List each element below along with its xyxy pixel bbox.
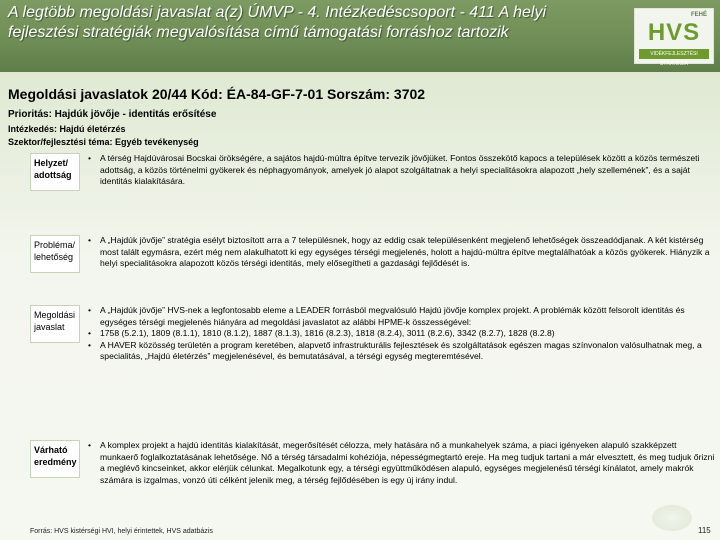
- priority-line: Prioritás: Hajdúk jövője - identitás erősítése: [8, 109, 217, 120]
- logo-main-text: HVS: [647, 19, 701, 46]
- bullet-list: [88, 305, 716, 363]
- section-label: Megoldási javaslat: [30, 305, 80, 343]
- section-label: Probléma/ lehetőség: [30, 235, 80, 273]
- sector-line: Szektor/fejlesztési téma: Egyéb tevékenység: [8, 137, 199, 147]
- bullet-list: [88, 440, 716, 486]
- header-band: [0, 0, 720, 72]
- source-note: Forrás: HVS kistérségi HVI, helyi érintettek, HVS adatbázis: [30, 528, 213, 535]
- logo-small-text: FEHÉ: [690, 12, 707, 18]
- hvs-logo: [634, 8, 714, 67]
- section-label: Várható eredmény: [30, 440, 80, 478]
- section-label: Helyzet/ adottság: [30, 153, 80, 191]
- bullet-item: • A HAVER közösség területén a program keretében, alapvető infrastrukturális fejlesztések és szolgáltatások egészen magas színvonalon valósulhatnak meg, a specialitás, „Hajdú életérzés” megjelenésével, és bemutatásával, a térségi egység megteremtésével.: [88, 340, 716, 363]
- bullet-item: • A térség Hajdúvárosai Bocskai örökségére, a sajátos hajdú-múltra építve tervezik jövőjüket. Fontos összekötő kapocs a települések között a közös természeti adottság, a közös történelmi gyökerek és néphagyományok, amelyek jó alapot szolgáltatnak a helyi specialitásokra alapozott „hely szellemének”, és a saját identitás kialakítására.: [88, 153, 716, 188]
- logo-tagline: VIDÉKFEJLESZTÉSI STRATÉGIA: [639, 49, 709, 59]
- bullet-list: [88, 153, 716, 188]
- watermark-logo: [652, 505, 692, 531]
- header-title: A legtöbb megoldási javaslat a(z) ÚMVP - 4. Intézkedéscsoport - 411 A helyi fejlesztési stratégiák megvalósítása című támogatási forráshoz tartozik: [8, 4, 547, 41]
- bullet-list: [88, 235, 716, 270]
- bullet-item: • A „Hajdúk jövője” HVS-nek a legfontosabb eleme a LEADER forrásból megvalósuló Hajdú jövője komplex projekt. A problémák között felsorolt identitás és egységes térségi megjelenés hiányára ad megoldási javaslatot az alábbi HPME-k összességével:: [88, 305, 716, 328]
- measure-line: Intézkedés: Hajdú életérzés: [8, 124, 126, 134]
- page-number: 115: [698, 526, 711, 535]
- page-title: Megoldási javaslatok 20/44 Kód: ÉA-84-GF-7-01 Sorszám: 3702: [8, 86, 426, 102]
- bullet-item: • A komplex projekt a hajdú identitás kialakítását, megerősítését célozza, mely hatására nő a munkahelyek száma, a piaci igényeken alapuló szakképzett munkaerő foglalkoztatásának lehetősége. Nő a térség társadalmi kohéziója, népességmegtartó ereje. Ha meg tudjuk tartani a már elvesztett, és meg tudjuk őrizni a meglévő kincseinket, akkor elérjük célunkat. Megalkotunk egy, a térségi együttműködésen alapuló, egységes megjelenésű térségi kínálatot, amely makrók számára is izgalmas, vonzó úti célként jelenik meg, a térség fejlődésében is egy új irány indul.: [88, 440, 716, 486]
- bullet-item: • A „Hajdúk jövője” stratégia esélyt biztosított arra a 7 településnek, hogy az eddig csak településenként megjelenő lehetőségek összeadódjanak. A két kistérség most talált egymásra, ezért még nem alakulhatott ki egy egységes térségi megjelenés, holott a hajdú-múltra építve megtalálhatóak a közös gyökerek. Hiányzik a helyi specialitásokra alapozott közös térségi identitás, mely elősegítheti a gazdasági fejlődését is.: [88, 235, 716, 270]
- bullet-item: • 1758 (5.2.1), 1809 (8.1.1), 1810 (8.1.2), 1887 (8.1.3), 1816 (8.2.3), 1818 (8.2.4), 3011 (8.2.6), 3342 (8.2.7), 1828 (8.2.8): [88, 328, 716, 340]
